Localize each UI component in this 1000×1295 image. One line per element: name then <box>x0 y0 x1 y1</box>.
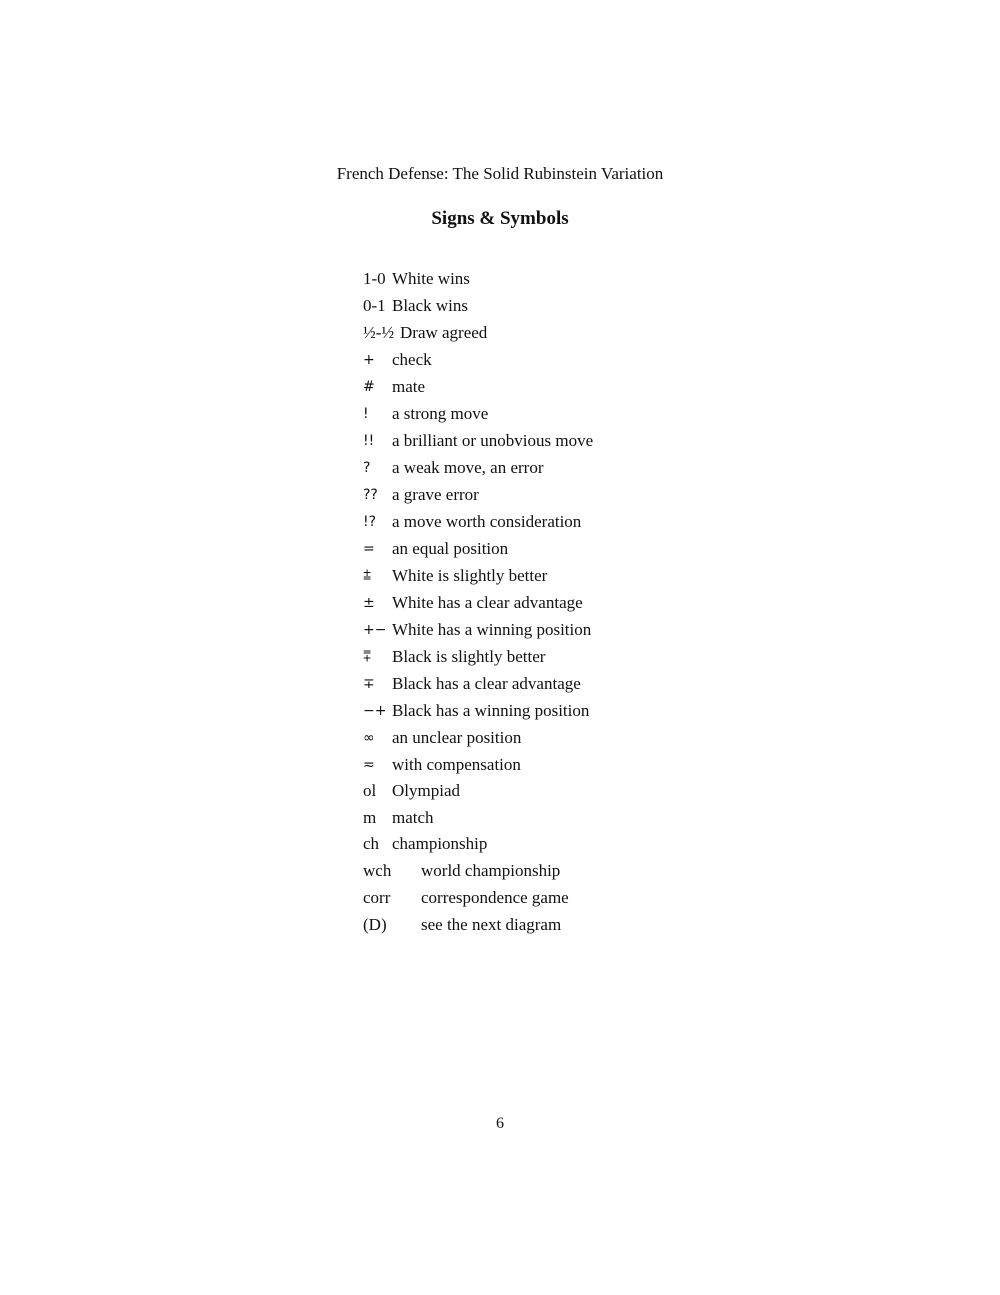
legend-meaning: Black has a clear advantage <box>392 674 581 693</box>
legend-meaning: an unclear position <box>392 728 522 747</box>
legend-row-equal-position <box>363 537 763 564</box>
legend-row-next-diagram <box>363 913 763 940</box>
legend-meaning: mate <box>392 377 426 396</box>
legend-row-brilliant-move <box>363 429 763 456</box>
legend-row-championship <box>363 832 763 859</box>
legend-symbol: ?? <box>363 487 378 503</box>
legend-meaning: see the next diagram <box>421 915 562 934</box>
legend-meaning: correspondence game <box>421 888 569 907</box>
legend-symbol: wch <box>363 861 392 880</box>
legend-symbol: !? <box>363 514 377 530</box>
legend-row-check <box>363 348 763 375</box>
legend-row-draw-agreed <box>363 321 763 348</box>
legend-meaning: world championship <box>421 861 561 880</box>
legend-symbol: + <box>363 352 375 368</box>
legend-meaning: White has a winning position <box>392 620 592 639</box>
legend-symbol: −+ <box>363 703 387 719</box>
legend-symbol: = <box>363 541 375 557</box>
legend-symbol: ± <box>363 595 375 611</box>
legend-row-correspondence-game <box>363 886 763 913</box>
legend-symbol: ⩲ <box>363 568 372 584</box>
legend-row-weak-move <box>363 456 763 483</box>
legend-row-move-worth-consideration <box>363 510 763 537</box>
legend-symbol: m <box>363 808 377 827</box>
legend-symbol: corr <box>363 888 391 907</box>
legend-row-mate <box>363 375 763 402</box>
legend-meaning: White has a clear advantage <box>392 593 583 612</box>
legend-meaning: White wins <box>392 269 470 288</box>
legend-row-white-slightly-better <box>363 564 763 591</box>
legend-symbol: ∓ <box>363 676 375 692</box>
legend-meaning: match <box>392 808 434 827</box>
legend-row-black-slightly-better <box>363 645 763 672</box>
legend-row-unclear-position <box>363 726 763 753</box>
legend-symbol: !! <box>363 433 375 449</box>
legend-symbol: ! <box>363 406 369 422</box>
legend-meaning: Black is slightly better <box>392 647 546 666</box>
legend-row-white-wins <box>363 267 763 294</box>
legend-symbol: ol <box>363 781 377 800</box>
legend-row-black-clear-advantage <box>363 672 763 699</box>
symbols-legend <box>363 267 763 940</box>
legend-meaning: an equal position <box>392 539 509 558</box>
legend-meaning: championship <box>392 834 488 853</box>
legend-row-black-wins <box>363 294 763 321</box>
legend-meaning: White is slightly better <box>392 566 548 585</box>
legend-meaning: Olympiad <box>392 781 460 800</box>
legend-meaning: Black wins <box>392 296 469 315</box>
page-number: 6 <box>496 1115 504 1132</box>
legend-row-world-championship <box>363 859 763 886</box>
section-title: Signs & Symbols <box>431 208 569 229</box>
legend-symbol: ⩱ <box>363 649 372 665</box>
legend-row-strong-move <box>363 402 763 429</box>
legend-symbol: ∞ <box>363 730 375 746</box>
legend-symbol: # <box>363 379 375 395</box>
legend-meaning: a strong move <box>392 404 489 423</box>
legend-symbol: ch <box>363 834 380 853</box>
legend-meaning: Draw agreed <box>400 323 488 342</box>
legend-row-olympiad <box>363 779 763 806</box>
legend-symbol: ½-½ <box>363 323 395 342</box>
legend-symbol: 0-1 <box>363 296 386 315</box>
legend-symbol: 1-0 <box>363 269 386 288</box>
legend-symbol: ? <box>363 460 371 476</box>
legend-row-white-winning-position <box>363 618 763 645</box>
legend-row-black-winning-position <box>363 699 763 726</box>
legend-meaning: Black has a winning position <box>392 701 590 720</box>
legend-symbol: +− <box>363 622 387 638</box>
legend-symbol: ≂ <box>363 757 375 773</box>
legend-meaning: check <box>392 350 432 369</box>
running-header: French Defense: The Solid Rubinstein Variation <box>336 164 664 183</box>
legend-meaning: a weak move, an error <box>392 458 544 477</box>
legend-meaning: a grave error <box>392 485 479 504</box>
legend-row-white-clear-advantage <box>363 591 763 618</box>
legend-symbol: (D) <box>363 915 387 934</box>
legend-row-match <box>363 806 763 832</box>
legend-meaning: a move worth consideration <box>392 512 582 531</box>
legend-meaning: with compensation <box>392 755 521 774</box>
legend-row-grave-error <box>363 483 763 510</box>
legend-row-with-compensation <box>363 753 763 779</box>
legend-meaning: a brilliant or unobvious move <box>392 431 594 450</box>
